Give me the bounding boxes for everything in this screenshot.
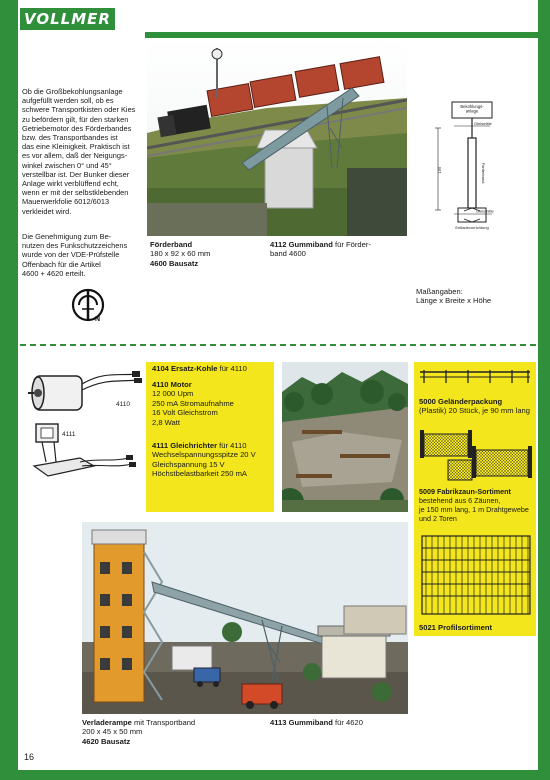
verladerampe-number: 4620 (82, 736, 99, 746)
gummiband-4112-caption: 4112 Gummiband für Förder- band 4600 (270, 240, 371, 259)
item-5000: 5000 Geländerpackung (Plastik) 20 Stück, je 90 mm lang (419, 397, 530, 416)
factory-fence-icon (418, 420, 534, 488)
verladerampe-caption: Verladerampe mit Transportband 200 x 45 x 50 mm 4620 Bausatz (82, 718, 222, 746)
svg-text:N: N (95, 316, 101, 323)
item-4111: 4111 Gleichrichter für 4110 Wechselspannungsspitze 20 V Gleichspannung 15 V Höchstbelastbarkeit 250 mA (152, 441, 256, 479)
verladerampe-kit: Bausatz (101, 736, 131, 746)
dimensions-note: Maßangaben: Länge x Breite x Höhe (416, 287, 492, 306)
label-4111: 4111 (62, 431, 76, 438)
foerderband-dims: 180 x 92 x 60 mm (150, 249, 211, 259)
foerderband-number: 4600 (150, 258, 167, 268)
profile-assortment-icon (420, 534, 532, 618)
foerderband-photo (147, 38, 407, 236)
bottom-green-strip (0, 770, 550, 780)
verladerampe-title: Verladerampe (82, 718, 132, 727)
motor-icon (24, 366, 144, 426)
gummiband-4112-title: Gummiband (288, 240, 333, 249)
diagram-label-bottom: Entladevorrichtung (455, 225, 489, 230)
left-green-bar (0, 0, 18, 780)
diagram-label-upper-right: Gleismitte (474, 121, 492, 126)
gummiband-4113-caption: 4113 Gummiband für 4620 (270, 718, 363, 727)
brand-logo: VOLLMER (20, 8, 115, 30)
rectifier-icon (28, 418, 138, 488)
dashed-separator (20, 344, 536, 346)
gummiband-4112-number: 4112 (270, 240, 287, 249)
diagram-label-height: 195 (437, 166, 442, 174)
item-5021: 5021 Profilsortiment (419, 623, 493, 632)
item-4110: 4110 Motor 12 000 Upm 250 mA Stromaufnahme 16 Volt Gleichstrom 2,8 Watt (152, 380, 234, 427)
approval-paragraph: Die Genehmigung zum Be- nutzen des Funkschutzzeichens wurde von der VDE-Prüfstelle Offenbach für die Artikel 4600 + 4620 erteilt. (22, 232, 128, 278)
verladerampe-photo (82, 522, 408, 714)
intro-paragraph: Ob die Großbekohlungsanlage aufgefüllt werden soll, ob es schwere Transportkisten oder Kies zu befördern gilt, für den starken Getriebemotor des Förderbandes bzw. des Transportbandes ist das eine Kleinigkeit. Praktisch ist es vor allem, daß der Neigungs- winkel zwischen 0° und 45° verstellbar ist. Der Bunker dieser Anlage wirkt verblüffend echt, wenn er mit der selbstklebenden Mauerwerkfolie 6012/6013 verkleidet wird. (22, 87, 136, 216)
diagram-label-lower-right: Gleismitte (476, 208, 494, 214)
radio-protection-icon (66, 285, 112, 325)
foerderband-caption (150, 240, 260, 268)
scenery-photo (282, 362, 408, 512)
item-5009: 5009 Fabrikzaun-Sortiment bestehend aus 6 Zäunen, je 150 mm lang, 1 m Drahtgewebe und 2 Toren (419, 487, 529, 523)
foerderband-title: Förderband (150, 240, 193, 249)
item-4104: 4104 Ersatz-Kohle für 4110 (152, 364, 247, 373)
right-green-bar (538, 0, 550, 780)
technical-diagram (430, 98, 510, 233)
label-4110: 4110 (116, 401, 130, 408)
railing-icon (420, 368, 530, 384)
diagram-label-vertical: Förderband (481, 162, 486, 184)
page-number: 16 (24, 752, 35, 762)
verladerampe-dims: 200 x 45 x 50 mm (82, 727, 143, 737)
diagram-label-top: Bekohlungs-anlage (460, 104, 484, 114)
foerderband-kit: Bausatz (169, 258, 199, 268)
